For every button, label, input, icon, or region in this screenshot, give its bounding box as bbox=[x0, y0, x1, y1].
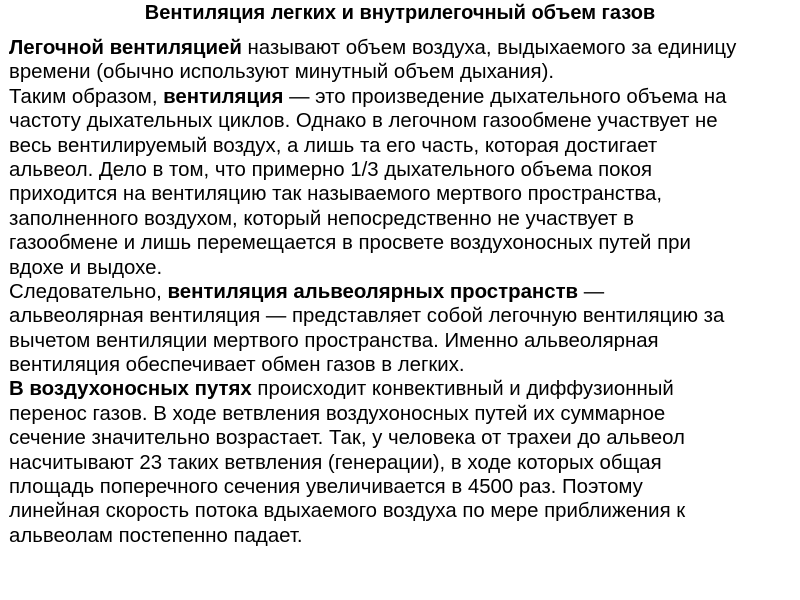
paragraph-3-line-1 bbox=[9, 280, 799, 304]
body-text bbox=[9, 36, 799, 548]
text-segment: Таким образом, bbox=[9, 85, 164, 108]
term-airways: В воздухоносных путях bbox=[9, 378, 252, 401]
paragraph-4-line-4: насчитывают 23 таких ветвления (генерации), в ходе которых общая bbox=[9, 451, 662, 474]
text-segment: Следовательно, bbox=[9, 280, 168, 303]
paragraph-2-line-5: приходится на вентиляцию так называемого мертвого пространства, bbox=[9, 183, 663, 206]
paragraph-4-line-5: площадь поперечного сечения увеличивается в 4500 раз. Поэтому bbox=[9, 476, 643, 499]
term-ventilation: вентиляция bbox=[163, 85, 284, 108]
text-segment: происходит конвективный и диффузионный bbox=[251, 378, 674, 401]
paragraph-2-line-8: вдохе и выдохе. bbox=[9, 256, 163, 279]
text-segment: называют объем воздуха, выдыхаемого за единицу bbox=[241, 37, 737, 59]
paragraph-2-line-6: заполненного воздухом, который непосредственно не участвует в bbox=[9, 207, 635, 230]
term-alveolar-ventilation: вентиляция альвеолярных пространств bbox=[167, 280, 579, 303]
paragraph-4-line-6: линейная скорость потока вдыхаемого воздуха по мере приближения к bbox=[9, 500, 686, 523]
paragraph-2-line-7: газообмене и лишь перемещается в просвете воздухоносных путей при bbox=[9, 232, 691, 255]
paragraph-2-line-2: частоту дыхательных циклов. Однако в легочном газообмене участвует не bbox=[9, 110, 718, 133]
paragraph-1-line-1 bbox=[9, 36, 799, 60]
page-title: Вентиляция легких и внутрилегочный объем газов bbox=[144, 2, 656, 24]
paragraph-4-line-2: перенос газов. В ходе ветвления воздухоносных путей их суммарное bbox=[9, 402, 666, 425]
paragraph-2-line-4: альвеол. Дело в том, что примерно 1/3 дыхательного объема покоя bbox=[9, 158, 652, 181]
paragraph-4-line-1 bbox=[9, 377, 799, 401]
paragraph-1-line-2: времени (обычно используют минутный объем дыхания). bbox=[9, 61, 555, 84]
paragraph-3-line-2: альвеолярная вентиляция — представляет собой легочную вентиляцию за bbox=[9, 305, 725, 328]
paragraph-2-line-3: весь вентилируемый воздух, а лишь та его часть, которая достигает bbox=[9, 134, 658, 157]
term-pulmonary-ventilation: Легочной вентиляцией bbox=[9, 37, 242, 59]
paragraph-3-line-4: вентиляция обеспечивает обмен газов в легких. bbox=[9, 354, 465, 377]
paragraph-3-line-3: вычетом вентиляции мертвого пространства. Именно альвеолярная bbox=[9, 329, 659, 352]
paragraph-4-line-7: альвеолам постепенно падает. bbox=[9, 524, 303, 547]
paragraph-4-line-3: сечение значительно возрастает. Так, у человека от трахеи до альвеол bbox=[9, 427, 685, 450]
text-segment: — это произведение дыхательного объема на bbox=[283, 85, 727, 108]
paragraph-2-line-1 bbox=[9, 85, 799, 109]
text-segment: — bbox=[578, 280, 605, 303]
